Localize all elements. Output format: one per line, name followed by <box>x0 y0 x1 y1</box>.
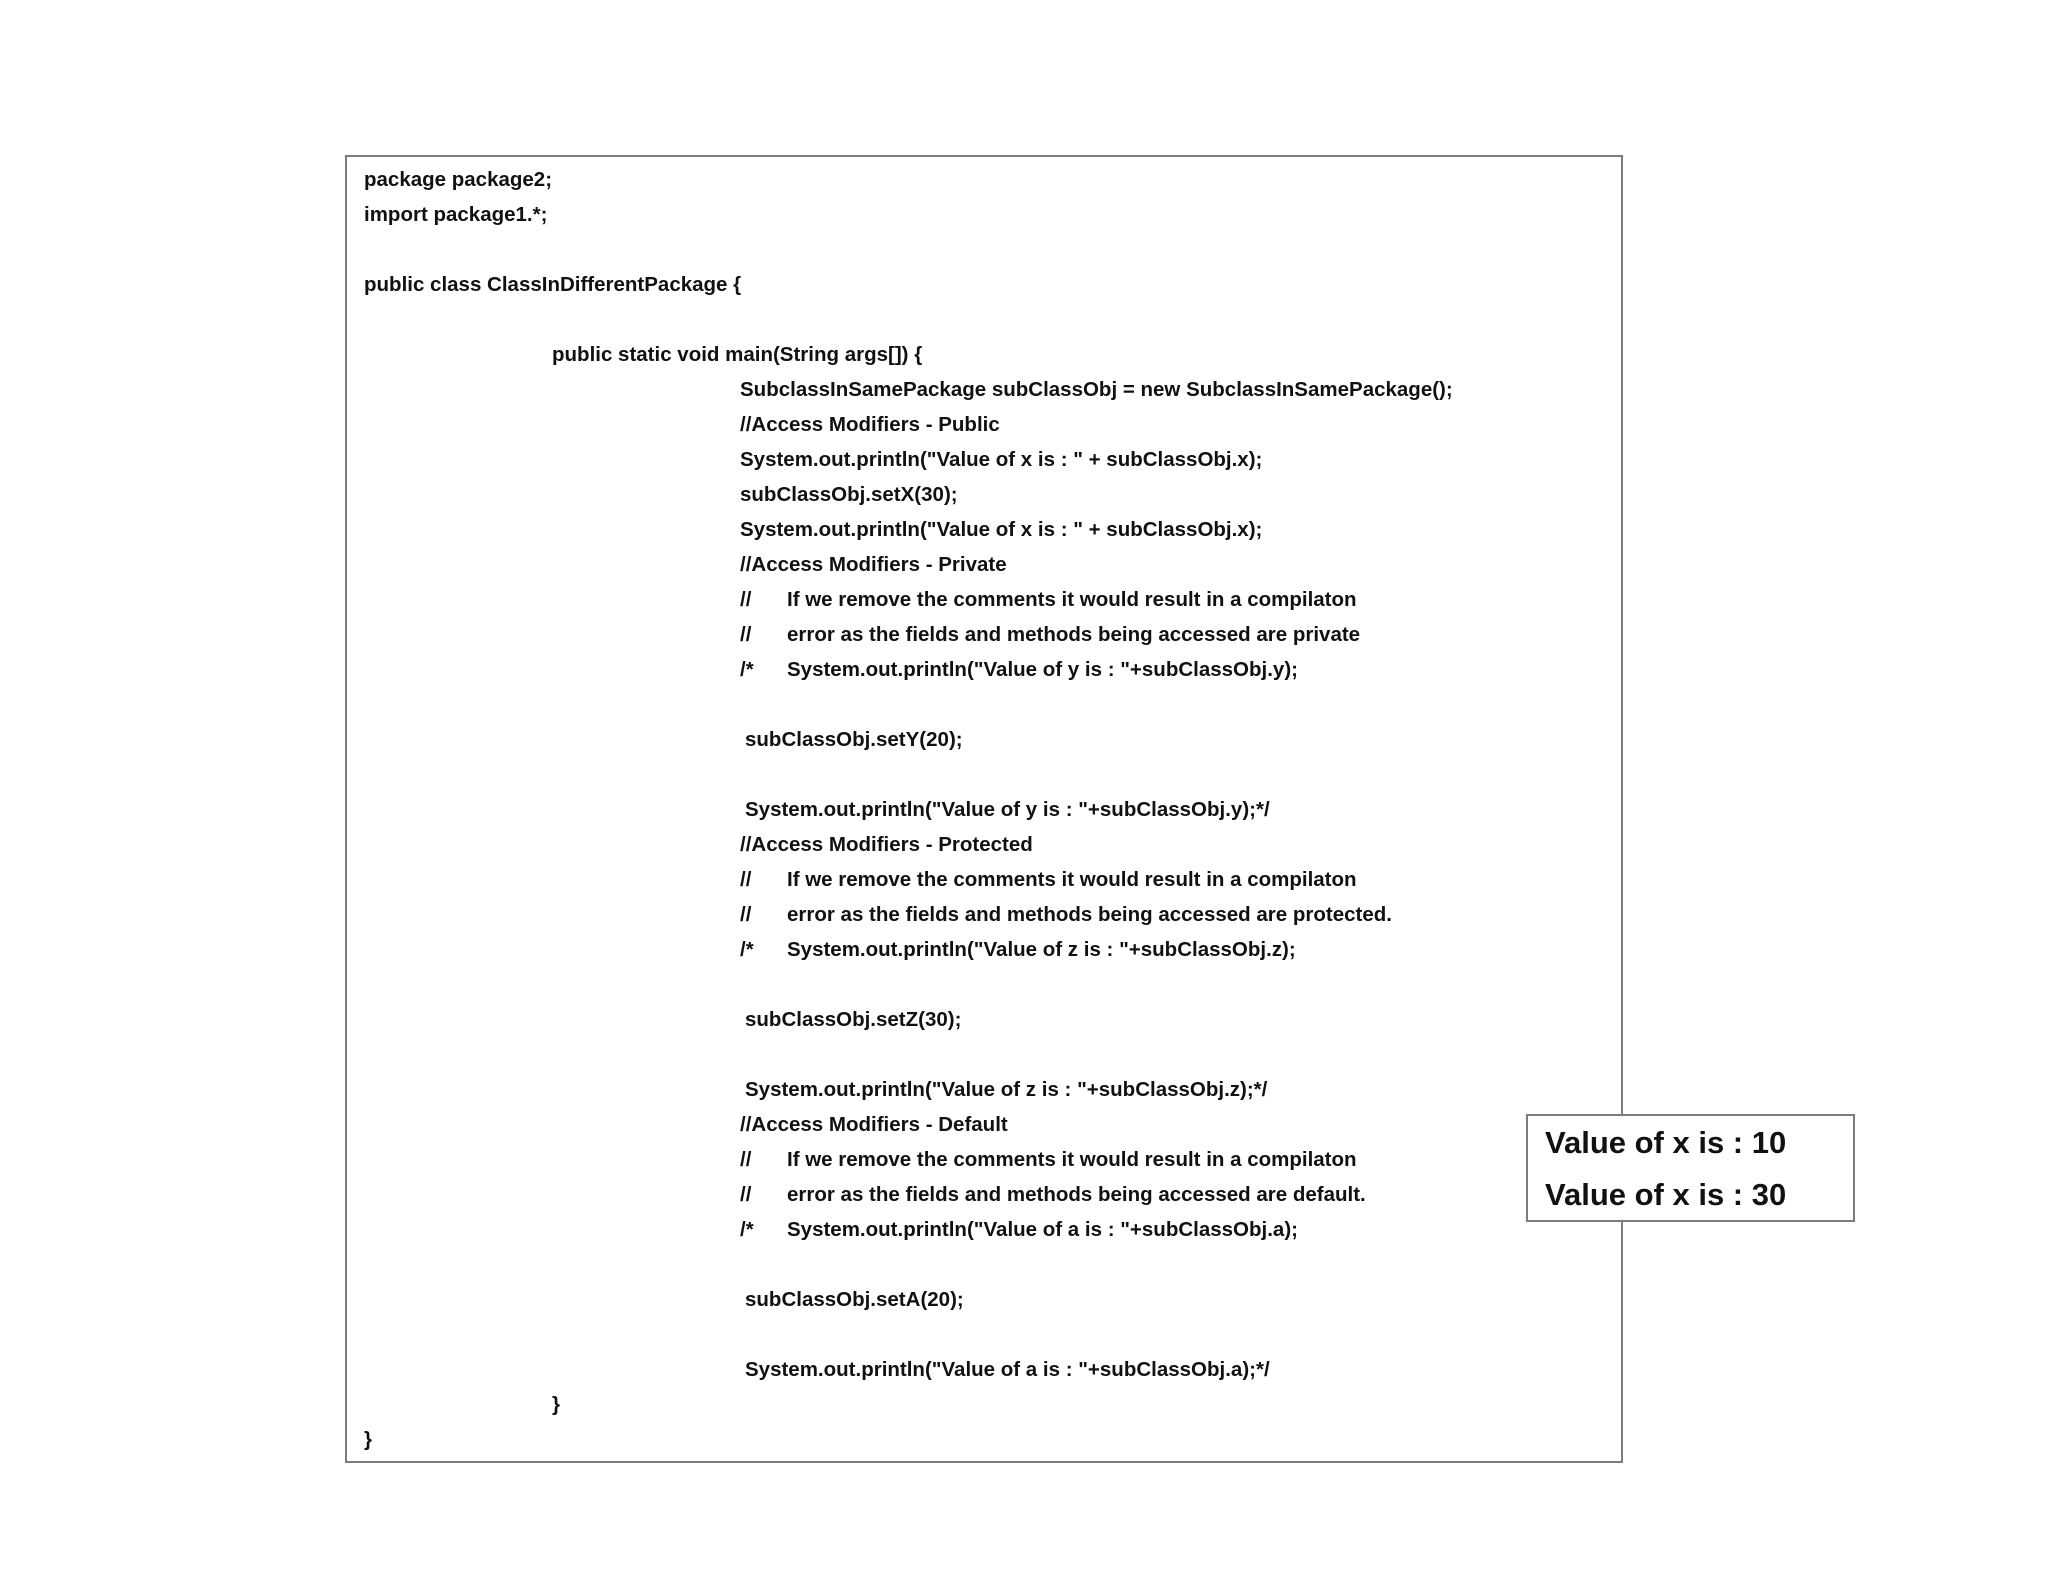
comment-marker: // <box>740 1183 752 1206</box>
default-note-text-1: If we remove the comments it would result in a compilaton <box>787 1148 1357 1171</box>
class-close-brace: } <box>364 1428 372 1451</box>
private-note-line-2 <box>740 617 1360 652</box>
protected-section-comment: //Access Modifiers - Protected <box>740 833 1033 856</box>
private-note-text-2: error as the fields and methods being accessed are private <box>787 623 1361 646</box>
main-method-declaration: public static void main(String args[]) { <box>552 343 923 366</box>
private-print-y-start: System.out.println("Value of y is : "+subClassObj.y); <box>787 658 1298 681</box>
output-line-1: Value of x is : 10 <box>1545 1125 1787 1160</box>
protected-note-line-1 <box>740 862 1357 897</box>
import-line: import package1.*; <box>364 203 548 226</box>
print-x-second: System.out.println("Value of x is : " + subClassObj.x); <box>740 518 1263 541</box>
comment-marker: // <box>740 588 752 611</box>
comment-marker: // <box>740 1148 752 1171</box>
default-note-text-2: error as the fields and methods being accessed are default. <box>787 1183 1366 1206</box>
default-commented-print-start <box>740 1212 1298 1247</box>
set-x-call: subClassObj.setX(30); <box>740 483 958 506</box>
class-declaration: public class ClassInDifferentPackage { <box>364 273 742 296</box>
main-method-close-brace: } <box>552 1393 560 1416</box>
default-setter-line: subClassObj.setA(20); <box>745 1288 964 1311</box>
code-listing <box>345 155 1623 1463</box>
protected-commented-print-start <box>740 932 1296 967</box>
default-commented-print-end: System.out.println("Value of a is : "+subClassObj.a);*/ <box>745 1358 1270 1381</box>
public-section-comment: //Access Modifiers - Public <box>740 413 1000 436</box>
comment-marker: // <box>740 903 752 926</box>
private-setter-line: subClassObj.setY(20); <box>745 728 963 751</box>
output-line-2: Value of x is : 30 <box>1545 1177 1787 1212</box>
block-comment-marker: /* <box>740 658 754 681</box>
program-output <box>1526 1114 1855 1222</box>
default-print-a-start: System.out.println("Value of a is : "+subClassObj.a); <box>787 1218 1298 1241</box>
block-comment-marker: /* <box>740 1218 754 1241</box>
private-note-text-1: If we remove the comments it would result in a compilaton <box>787 588 1357 611</box>
comment-marker: // <box>740 868 752 891</box>
protected-print-z-start: System.out.println("Value of z is : "+subClassObj.z); <box>787 938 1296 961</box>
protected-setter-line: subClassObj.setZ(30); <box>745 1008 962 1031</box>
default-note-line-2 <box>740 1177 1366 1212</box>
package-line: package package2; <box>364 168 553 191</box>
default-note-line-1 <box>740 1142 1357 1177</box>
object-declaration: SubclassInSamePackage subClassObj = new SubclassInSamePackage(); <box>740 378 1453 401</box>
default-section-comment: //Access Modifiers - Default <box>740 1113 1008 1136</box>
comment-marker: // <box>740 623 752 646</box>
private-commented-print-start <box>740 652 1298 687</box>
block-comment-marker: /* <box>740 938 754 961</box>
protected-note-line-2 <box>740 897 1392 932</box>
private-commented-print-end: System.out.println("Value of y is : "+subClassObj.y);*/ <box>745 798 1270 821</box>
protected-note-text-1: If we remove the comments it would result in a compilaton <box>787 868 1357 891</box>
protected-note-text-2: error as the fields and methods being accessed are protected. <box>787 903 1392 926</box>
protected-commented-print-end: System.out.println("Value of z is : "+subClassObj.z);*/ <box>745 1078 1268 1101</box>
print-x-first: System.out.println("Value of x is : " + subClassObj.x); <box>740 448 1263 471</box>
private-section-comment: //Access Modifiers - Private <box>740 553 1007 576</box>
private-note-line-1 <box>740 582 1357 617</box>
